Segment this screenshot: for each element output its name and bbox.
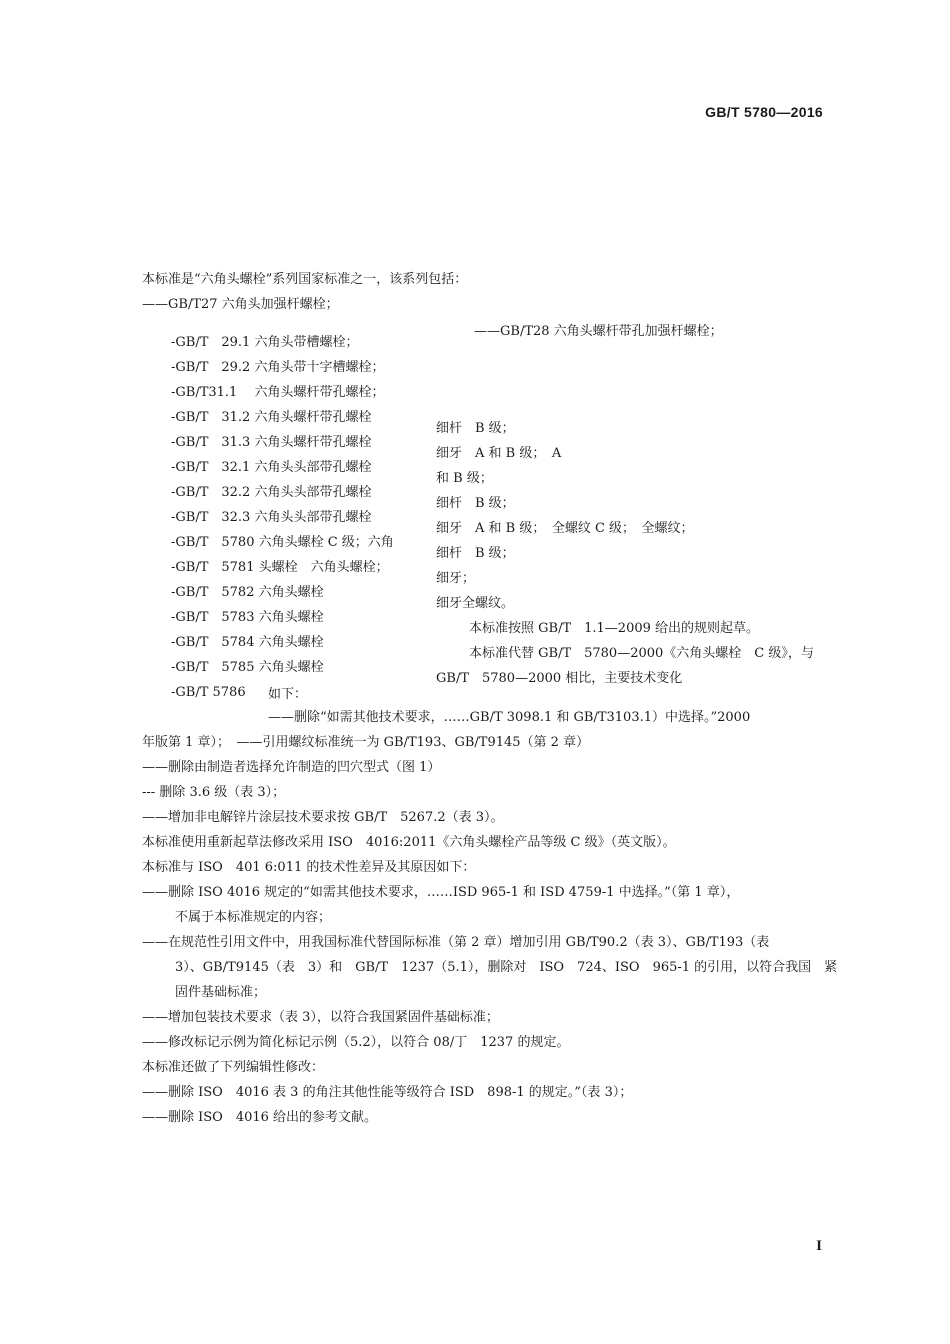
comparison-line: GB/T 5780—2000 相比，主要技术变化 [436, 671, 683, 686]
editorial-intro: 本标准还做了下列编辑性修改： [142, 1060, 325, 1075]
series-item: -GB/T 5782 六角头螺栓 [171, 585, 324, 600]
difference-item-continued: 不属于本标准规定的内容； [175, 910, 332, 925]
adoption-statement: 本标准使用重新起草法修改采用 ISO 4016:2011《六角头螺栓产品等级 C 级》（英文版）。 [142, 835, 676, 850]
series-item: -GB/T 5781 头螺栓 六角头螺栓； [171, 560, 389, 575]
series-item: -GB/T 5786 [171, 685, 246, 700]
grade-text: 细牙； [436, 571, 476, 586]
grade-text: 细杆 B 级； [436, 421, 515, 436]
change-item: 年版第 1 章）； ——引用螺纹标准统一为 GB/T193、GB/T9145（第 2 章） [142, 735, 590, 750]
difference-item-continued: 固件基础标准； [175, 985, 267, 1000]
grade-text: 和 B 级； [436, 471, 493, 486]
change-item: ——删除由制造者选择允许制造的凹穴型式（图 1） [142, 760, 441, 775]
grade-text: 细杆 B 级； [436, 496, 515, 511]
grade-text: 细牙全螺纹。 [436, 596, 515, 611]
changes-label: 如下： [268, 687, 308, 702]
series-item-gb28: ——GB/T28 六角头螺杆带孔加强杆螺栓； [474, 324, 723, 339]
change-item: ——删除“如需其他技术要求，……GB/T 3098.1 和 GB/T3103.1）中选择。”2000 [268, 710, 751, 725]
difference-item: ——修改标记示例为简化标记示例（5.2），以符合 08/丁 1237 的规定。 [142, 1035, 570, 1050]
change-item: --- 删除 3.6 级（表 3）； [142, 785, 286, 800]
page-number: I [816, 1238, 822, 1254]
difference-item: ——增加包装技术要求（表 3），以符合我国紧固件基础标准； [142, 1010, 499, 1025]
replacement-line: 本标准代替 GB/T 5780—2000《六角头螺栓 C 级》，与 [469, 646, 814, 661]
series-item: -GB/T 32.1 六角头头部带孔螺栓 [171, 460, 372, 475]
grade-text: 细杆 B 级； [436, 546, 515, 561]
grade-text: 细牙 A 和 B 级； 全螺纹 C 级； 全螺纹； [436, 521, 694, 536]
drafting-rules-line: 本标准按照 GB/T 1.1—2009 给出的规则起草。 [469, 621, 760, 636]
series-item: -GB/T 5783 六角头螺栓 [171, 610, 324, 625]
change-item: ——增加非电解锌片涂层技术要求按 GB/T 5267.2（表 3）。 [142, 810, 504, 825]
series-item: -GB/T 31.2 六角头螺杆带孔螺栓 [171, 410, 372, 425]
series-intro-line: 本标准是“六角头螺栓”系列国家标准之一，该系列包括： [142, 272, 468, 287]
series-item: -GB/T 29.2 六角头带十字槽螺栓； [171, 360, 385, 375]
series-item: -GB/T 32.2 六角头头部带孔螺栓 [171, 485, 372, 500]
series-item: -GB/T 32.3 六角头头部带孔螺栓 [171, 510, 372, 525]
editorial-item: ——删除 ISO 4016 表 3 的角注其他性能等级符合 ISD 898-1 的规定。”（表 3）； [142, 1085, 633, 1100]
series-item: -GB/T 5784 六角头螺栓 [171, 635, 324, 650]
differences-intro: 本标准与 ISO 401 6:011 的技术性差异及其原因如下： [142, 860, 476, 875]
series-item: -GB/T 5785 六角头螺栓 [171, 660, 324, 675]
difference-item: ——在规范性引用文件中，用我国标准代替国际标准（第 2 章）增加引用 GB/T90.2（表 3）、GB/T193（表 [142, 935, 770, 950]
series-item: -GB/T 29.1 六角头带槽螺栓； [171, 335, 359, 350]
document-number: GB/T 5780—2016 [705, 104, 823, 120]
series-item: -GB/T 31.3 六角头螺杆带孔螺栓 [171, 435, 372, 450]
difference-item-continued: 3）、GB/T9145（表 3）和 GB/T 1237（5.1），删除对 ISO 724、ISO 965-1 的引用，以符合我国 紧 [175, 960, 838, 975]
series-item: -GB/T31.1 六角头螺杆带孔螺栓； [171, 385, 385, 400]
editorial-item: ——删除 ISO 4016 给出的参考文献。 [142, 1110, 378, 1125]
series-item-gb27: ——GB/T27 六角头加强杆螺栓； [142, 297, 339, 312]
series-item: -GB/T 5780 六角头螺栓 C 级；六角 [171, 535, 394, 550]
difference-item: ——删除 ISO 4016 规定的“如需其他技术要求，……ISD 965-1 和 ISD 4759-1 中选择。”（第 1 章）， [142, 885, 740, 900]
grade-text: 细牙 A 和 B 级； A [436, 446, 562, 461]
